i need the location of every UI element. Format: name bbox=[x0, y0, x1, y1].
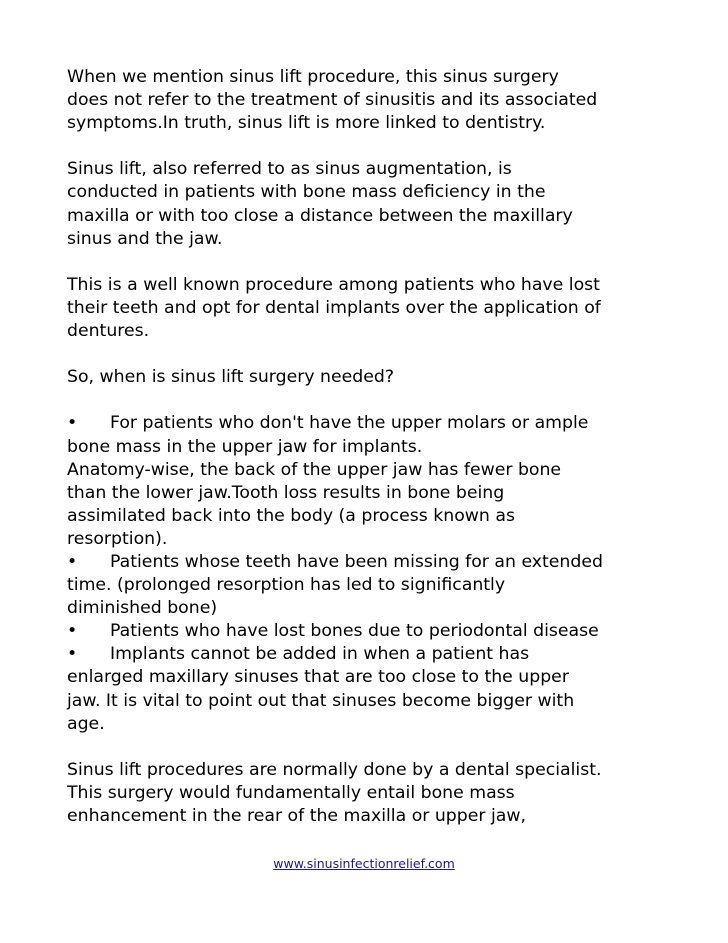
bullet-marker: • bbox=[67, 413, 78, 434]
paragraph-line: their teeth and opt for dental implants over the application of bbox=[67, 297, 601, 318]
bullet-line: Anatomy-wise, the back of the upper jaw has fewer bone bbox=[67, 459, 562, 480]
paragraph-spacer bbox=[67, 736, 667, 759]
paragraph-line: does not refer to the treatment of sinusitis and its associated bbox=[67, 90, 598, 111]
paragraph-spacer bbox=[67, 135, 667, 158]
paragraph-line: symptoms.In truth, sinus lift is more linked to dentistry. bbox=[67, 113, 546, 134]
bullet-item bbox=[67, 643, 667, 735]
bullet-marker: • bbox=[67, 644, 78, 665]
paragraph-line: enhancement in the rear of the maxilla or upper jaw, bbox=[67, 806, 526, 826]
bullet-line: resorption). bbox=[67, 528, 168, 549]
bullet-item bbox=[67, 551, 667, 620]
paragraph-intro bbox=[67, 66, 667, 135]
paragraph-line: So, when is sinus lift surgery needed? bbox=[67, 367, 394, 388]
document-body bbox=[67, 66, 667, 828]
bullet-line: enlarged maxillary sinuses that are too close to the upper bbox=[67, 667, 569, 688]
bullet-line: diminished bone) bbox=[67, 598, 218, 619]
paragraph-spacer bbox=[67, 389, 667, 412]
paragraph-question bbox=[67, 366, 667, 389]
bullet-line: age. bbox=[67, 713, 105, 734]
bullet-marker: • bbox=[67, 551, 78, 572]
bullet-first-line bbox=[67, 643, 667, 666]
paragraph-line: When we mention sinus lift procedure, this sinus surgery bbox=[67, 67, 559, 87]
paragraph-line: This surgery would fundamentally entail bone mass bbox=[67, 782, 515, 803]
paragraph-line: conducted in patients with bone mass deficiency in the bbox=[67, 182, 546, 203]
paragraph-line: Sinus lift, also referred to as sinus augmentation, is bbox=[67, 159, 512, 180]
bullet-first-line bbox=[67, 620, 667, 643]
paragraph-procedure bbox=[67, 274, 667, 343]
paragraph-definition bbox=[67, 158, 667, 250]
paragraph-spacer bbox=[67, 343, 667, 366]
bullet-marker: • bbox=[67, 621, 78, 642]
bullet-line: jaw. It is vital to point out that sinuses become bigger with bbox=[67, 690, 575, 711]
bullet-text: Patients who have lost bones due to periodontal disease bbox=[110, 621, 599, 642]
paragraph-line: dentures. bbox=[67, 321, 150, 342]
bullet-text: Implants cannot be added in when a patient has bbox=[110, 644, 530, 665]
paragraph-line: This is a well known procedure among patients who have lost bbox=[67, 274, 600, 295]
paragraph-closing bbox=[67, 759, 667, 828]
paragraph-line: Sinus lift procedures are normally done by a dental specialist. bbox=[67, 759, 602, 780]
paragraph-line: sinus and the jaw. bbox=[67, 228, 223, 249]
bullet-text: For patients who don't have the upper molars or ample bbox=[110, 413, 589, 434]
bullet-item bbox=[67, 620, 667, 643]
bullet-text: Patients whose teeth have been missing for an extended bbox=[110, 551, 603, 572]
paragraph-spacer bbox=[67, 251, 667, 274]
bullet-list bbox=[67, 412, 667, 735]
bullet-first-line bbox=[67, 551, 667, 574]
footer-website-link[interactable]: www.sinusinfectionrelief.com bbox=[273, 856, 455, 871]
bullet-line: than the lower jaw.Tooth loss results in bone being bbox=[67, 482, 505, 503]
bullet-line: time. (prolonged resorption has led to significantly bbox=[67, 575, 506, 596]
bullet-first-line bbox=[67, 412, 667, 435]
bullet-line: bone mass in the upper jaw for implants. bbox=[67, 436, 423, 457]
bullet-line: assimilated back into the body (a process known as bbox=[67, 505, 515, 526]
paragraph-line: maxilla or with too close a distance between the maxillary bbox=[67, 205, 573, 226]
bullet-item bbox=[67, 412, 667, 551]
